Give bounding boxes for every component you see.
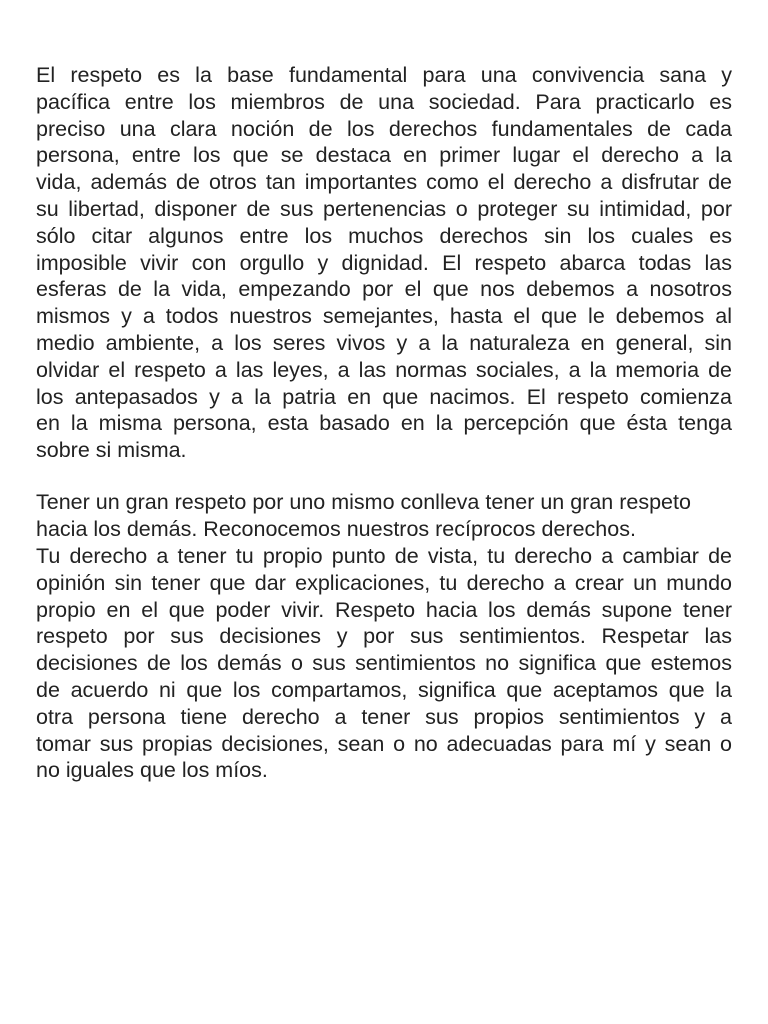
text-line: decisiones de los demás o sus sentimientos no significa que estemos — [36, 651, 732, 676]
text-line: imposible vivir con orgullo y dignidad. El respeto abarca todas las — [36, 250, 732, 275]
text-line: mismos y a todos nuestros semejantes, hasta el que le debemos al — [36, 304, 732, 329]
text-line: opinión sin tener que dar explicaciones, tu derecho a crear un mundo — [36, 570, 732, 595]
text-line: hacia los demás. Reconocemos nuestros recíprocos derechos. — [36, 516, 636, 541]
text-line: propio en el que poder vivir. Respeto hacia los demás supone tener — [36, 597, 732, 622]
text-line: no iguales que los míos. — [36, 758, 268, 783]
paragraph-respeto-intro — [36, 62, 732, 464]
paragraph-derechos — [36, 543, 732, 784]
text-line: esferas de la vida, empezando por el que nos debemos a nosotros — [36, 277, 732, 302]
text-line: Tener un gran respeto por uno mismo conlleva tener un gran respeto — [36, 490, 691, 514]
text-line: respeto por sus decisiones y por sus sentimientos. Respetar las — [36, 624, 732, 649]
text-line: en la misma persona, esta basado en la percepción que ésta tenga — [36, 411, 732, 436]
paragraph-respeto-propio — [36, 489, 732, 543]
text-line: de acuerdo ni que los compartamos, significa que aceptamos que la — [36, 677, 732, 702]
text-line: olvidar el respeto a las leyes, a las normas sociales, a la memoria de — [36, 357, 732, 382]
text-line: El respeto es la base fundamental para una convivencia sana y — [36, 63, 732, 87]
text-line: persona, entre los que se destaca en primer lugar el derecho a la — [36, 143, 732, 168]
text-line: sobre si misma. — [36, 438, 187, 463]
text-line: otra persona tiene derecho a tener sus propios sentimientos y a — [36, 704, 732, 729]
text-line: pacífica entre los miembros de una sociedad. Para practicarlo es — [36, 89, 732, 114]
text-line: medio ambiente, a los seres vivos y a la naturaleza en general, sin — [36, 330, 732, 355]
text-line: preciso una clara noción de los derechos fundamentales de cada — [36, 116, 732, 141]
text-line: los antepasados y a la patria en que nacimos. El respeto comienza — [36, 384, 732, 409]
text-line: vida, además de otros tan importantes como el derecho a disfrutar de — [36, 170, 732, 195]
text-line: su libertad, disponer de sus pertenencias o proteger su intimidad, por — [36, 196, 732, 221]
text-line: sólo citar algunos entre los muchos derechos sin los cuales es — [36, 223, 732, 248]
text-line: tomar sus propias decisiones, sean o no adecuadas para mí y sean o — [36, 731, 732, 756]
text-line: Tu derecho a tener tu propio punto de vista, tu derecho a cambiar de — [36, 544, 732, 568]
